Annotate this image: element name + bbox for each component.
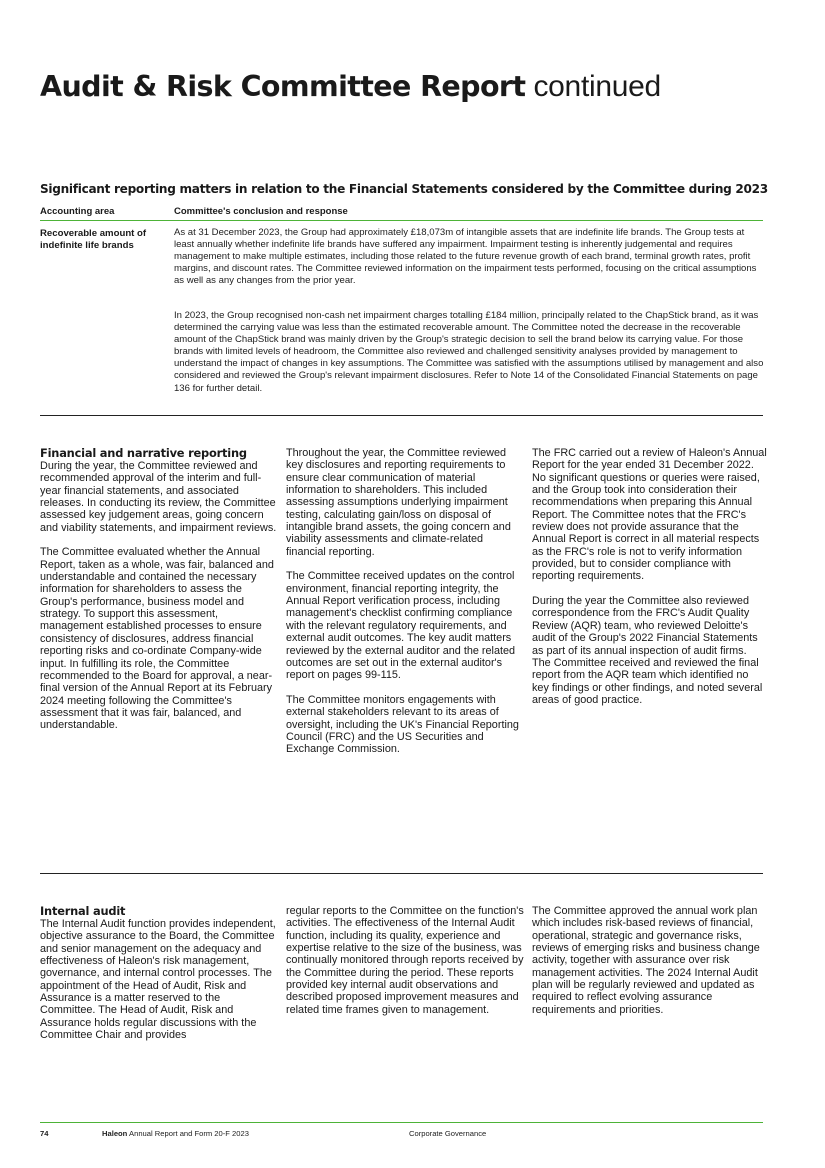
footer-brand: Haleon [102, 1129, 128, 1138]
footer-publication-title: Annual Report and Form 20-F 2023 [129, 1129, 249, 1138]
table-bottom-rule [40, 415, 763, 416]
paragraph: The Committee monitors engagements with external stakeholders relevant to its areas of oversight, including the UK's Financial Reporting Council (FRC) and the US Securities and Exchange Commission. [286, 693, 519, 756]
table-header-conclusion: Committee's conclusion and response [174, 206, 348, 217]
section-divider [40, 873, 763, 874]
table-row-response [174, 227, 764, 287]
footer-section: Corporate Governance [409, 1129, 487, 1138]
table-title: Significant reporting matters in relation to the Financial Statements considered by the Committee during 2023 [40, 182, 768, 196]
page-title [40, 68, 661, 106]
paragraph: The Internal Audit function provides independent, objective assurance to the Board, the Committee and senior management on the adequacy and effectiveness of Haleon's risk management, governance, and internal control processes. The appointment of the Head of Audit, Risk and Assurance is a matter reserved to the Committee. The Head of Audit, Risk and Assurance holds regular discussions with the Committee Chair and provides [40, 918, 276, 1042]
paragraph: regular reports to the Committee on the function's activities. The effectiveness of the Internal Audit function, including its quality, experience and expertise relative to the size of the business, was continually monitored through reports received by the Committee during the period. These reports provided key internal audit observations and described proposed improvement measures and related time frames given to management. [286, 905, 524, 1016]
page-title-continued: continued [533, 70, 661, 103]
section-heading-internal-audit: Internal audit [40, 904, 126, 918]
paragraph: During the year, the Committee reviewed and recommended approval of the interim and full-year financial statements, and associated releases. In conducting its review, the Committee assessed key judgement areas, going concern and viability statements, and impairment reviews. [40, 460, 277, 534]
table-header-accounting-area: Accounting area [40, 206, 115, 217]
paragraph: Throughout the year, the Committee reviewed key disclosures and reporting requirements to ensure clear communication of material information to shareholders. This included assessing assumptions underlying impairment testing, calculating gain/loss on disposal of intangible brand assets, the going concern and viability assessments and climate-related financial reporting. [286, 447, 511, 558]
footer-rule [40, 1122, 763, 1123]
paragraph: The Committee received updates on the control environment, financial reporting integrity, the Annual Report verification process, including management's checklist confirming compliance with the relevant regulatory requirements, and external audit outcomes. The key audit matters reviewed by the external auditor and the related outcomes are set out in the external auditor's report on pages 99-115. [286, 570, 516, 682]
financial-reporting-column-1 [40, 447, 277, 732]
internal-audit-column-3 [532, 905, 767, 1016]
internal-audit-column-2 [286, 905, 524, 1016]
financial-reporting-column-2 [286, 447, 524, 756]
table-header-divider [40, 220, 763, 221]
table-row-area: Recoverable amount of indefinite life brands [40, 228, 147, 252]
page-number: 74 [40, 1129, 49, 1138]
paragraph: The Committee approved the annual work plan which includes risk-based reviews of financial, operational, strategic and governance risks, reviews of emerging risks and business change activity, together with assurance over risk management activities. The 2024 Internal Audit plan will be regularly reviewed and updated as required to reflect evolving assurance requirements and priorities. [532, 905, 760, 1016]
internal-audit-column-1 [40, 905, 277, 1041]
table-row-paragraph: In 2023, the Group recognised non-cash net impairment charges totalling £184 million, principally related to the ChapStick brand, as it was determined the carrying value was less than the estimated recoverable amount. The Committee noted the decrease in the recoverable amount of the ChapStick brand was mainly driven by the Group's strategic decision to sell the brand below its carrying value. For those brands with limited levels of headroom, the Committee also reviewed and challenged sensitivity analyses provided by management to understand the impact of changes in key assumptions. The Committee was satisfied with the assumptions utilised by management and also considered and reviewed the Group's relevant impairment disclosures. Refer to Note 14 of the Consolidated Financial Statements on page 136 for further detail. [174, 310, 764, 394]
paragraph: The FRC carried out a review of Haleon's Annual Report for the year ended 31 December 2022. No significant questions or queries were raised, and the Group took into consideration their recommendations when preparing this Annual Report. The Committee notes that the FRC's review does not provide assurance that the Annual Report is correct in all material respects as the FRC's role is not to verify information provided, but to consider compliance with reporting requirements. [532, 447, 767, 583]
table-row-response-2 [174, 310, 764, 395]
section-heading-financial-reporting: Financial and narrative reporting [40, 446, 247, 460]
financial-reporting-column-3 [532, 447, 767, 706]
table-row-paragraph: As at 31 December 2023, the Group had approximately £18,073m of intangible assets that are indefinite life brands. The Group tests at least annually whether indefinite life brands have suffered any impairment. Impairment testing is inherently judgemental and requires management to make multiple estimates, including those related to the future revenue growth of each brand, terminal growth rates, profit margins, and discount rates. The Committee reviewed information on the impairment tests performed, focusing on the critical assumptions as well as any changes from the prior year. [174, 227, 757, 287]
paragraph: The Committee evaluated whether the Annual Report, taken as a whole, was fair, balanced and understandable and contained the necessary information for shareholders to assess the Group's performance, business model and strategy. To support this assessment, management established processes to ensure consistency of disclosures, address financial reporting risks and co-ordinate Company-wide input. In fulfilling its role, the Committee recommended to the Board for approval, a near-final version of the Annual Report at its February 2024 meeting following the Committee's assessment that it was fair, balanced, and understandable. [40, 546, 274, 732]
page-title-main: Audit & Risk Committee Report [40, 70, 526, 103]
paragraph: During the year the Committee also reviewed correspondence from the FRC's Audit Quality Review (AQR) team, who reviewed Deloitte's audit of the Group's 2022 Financial Statements as part of its annual inspection of audit firms. The Committee received and reviewed the final report from the AQR team which identified no key findings or other findings, and noted several areas of good practice. [532, 595, 763, 706]
footer-publication [102, 1129, 249, 1138]
